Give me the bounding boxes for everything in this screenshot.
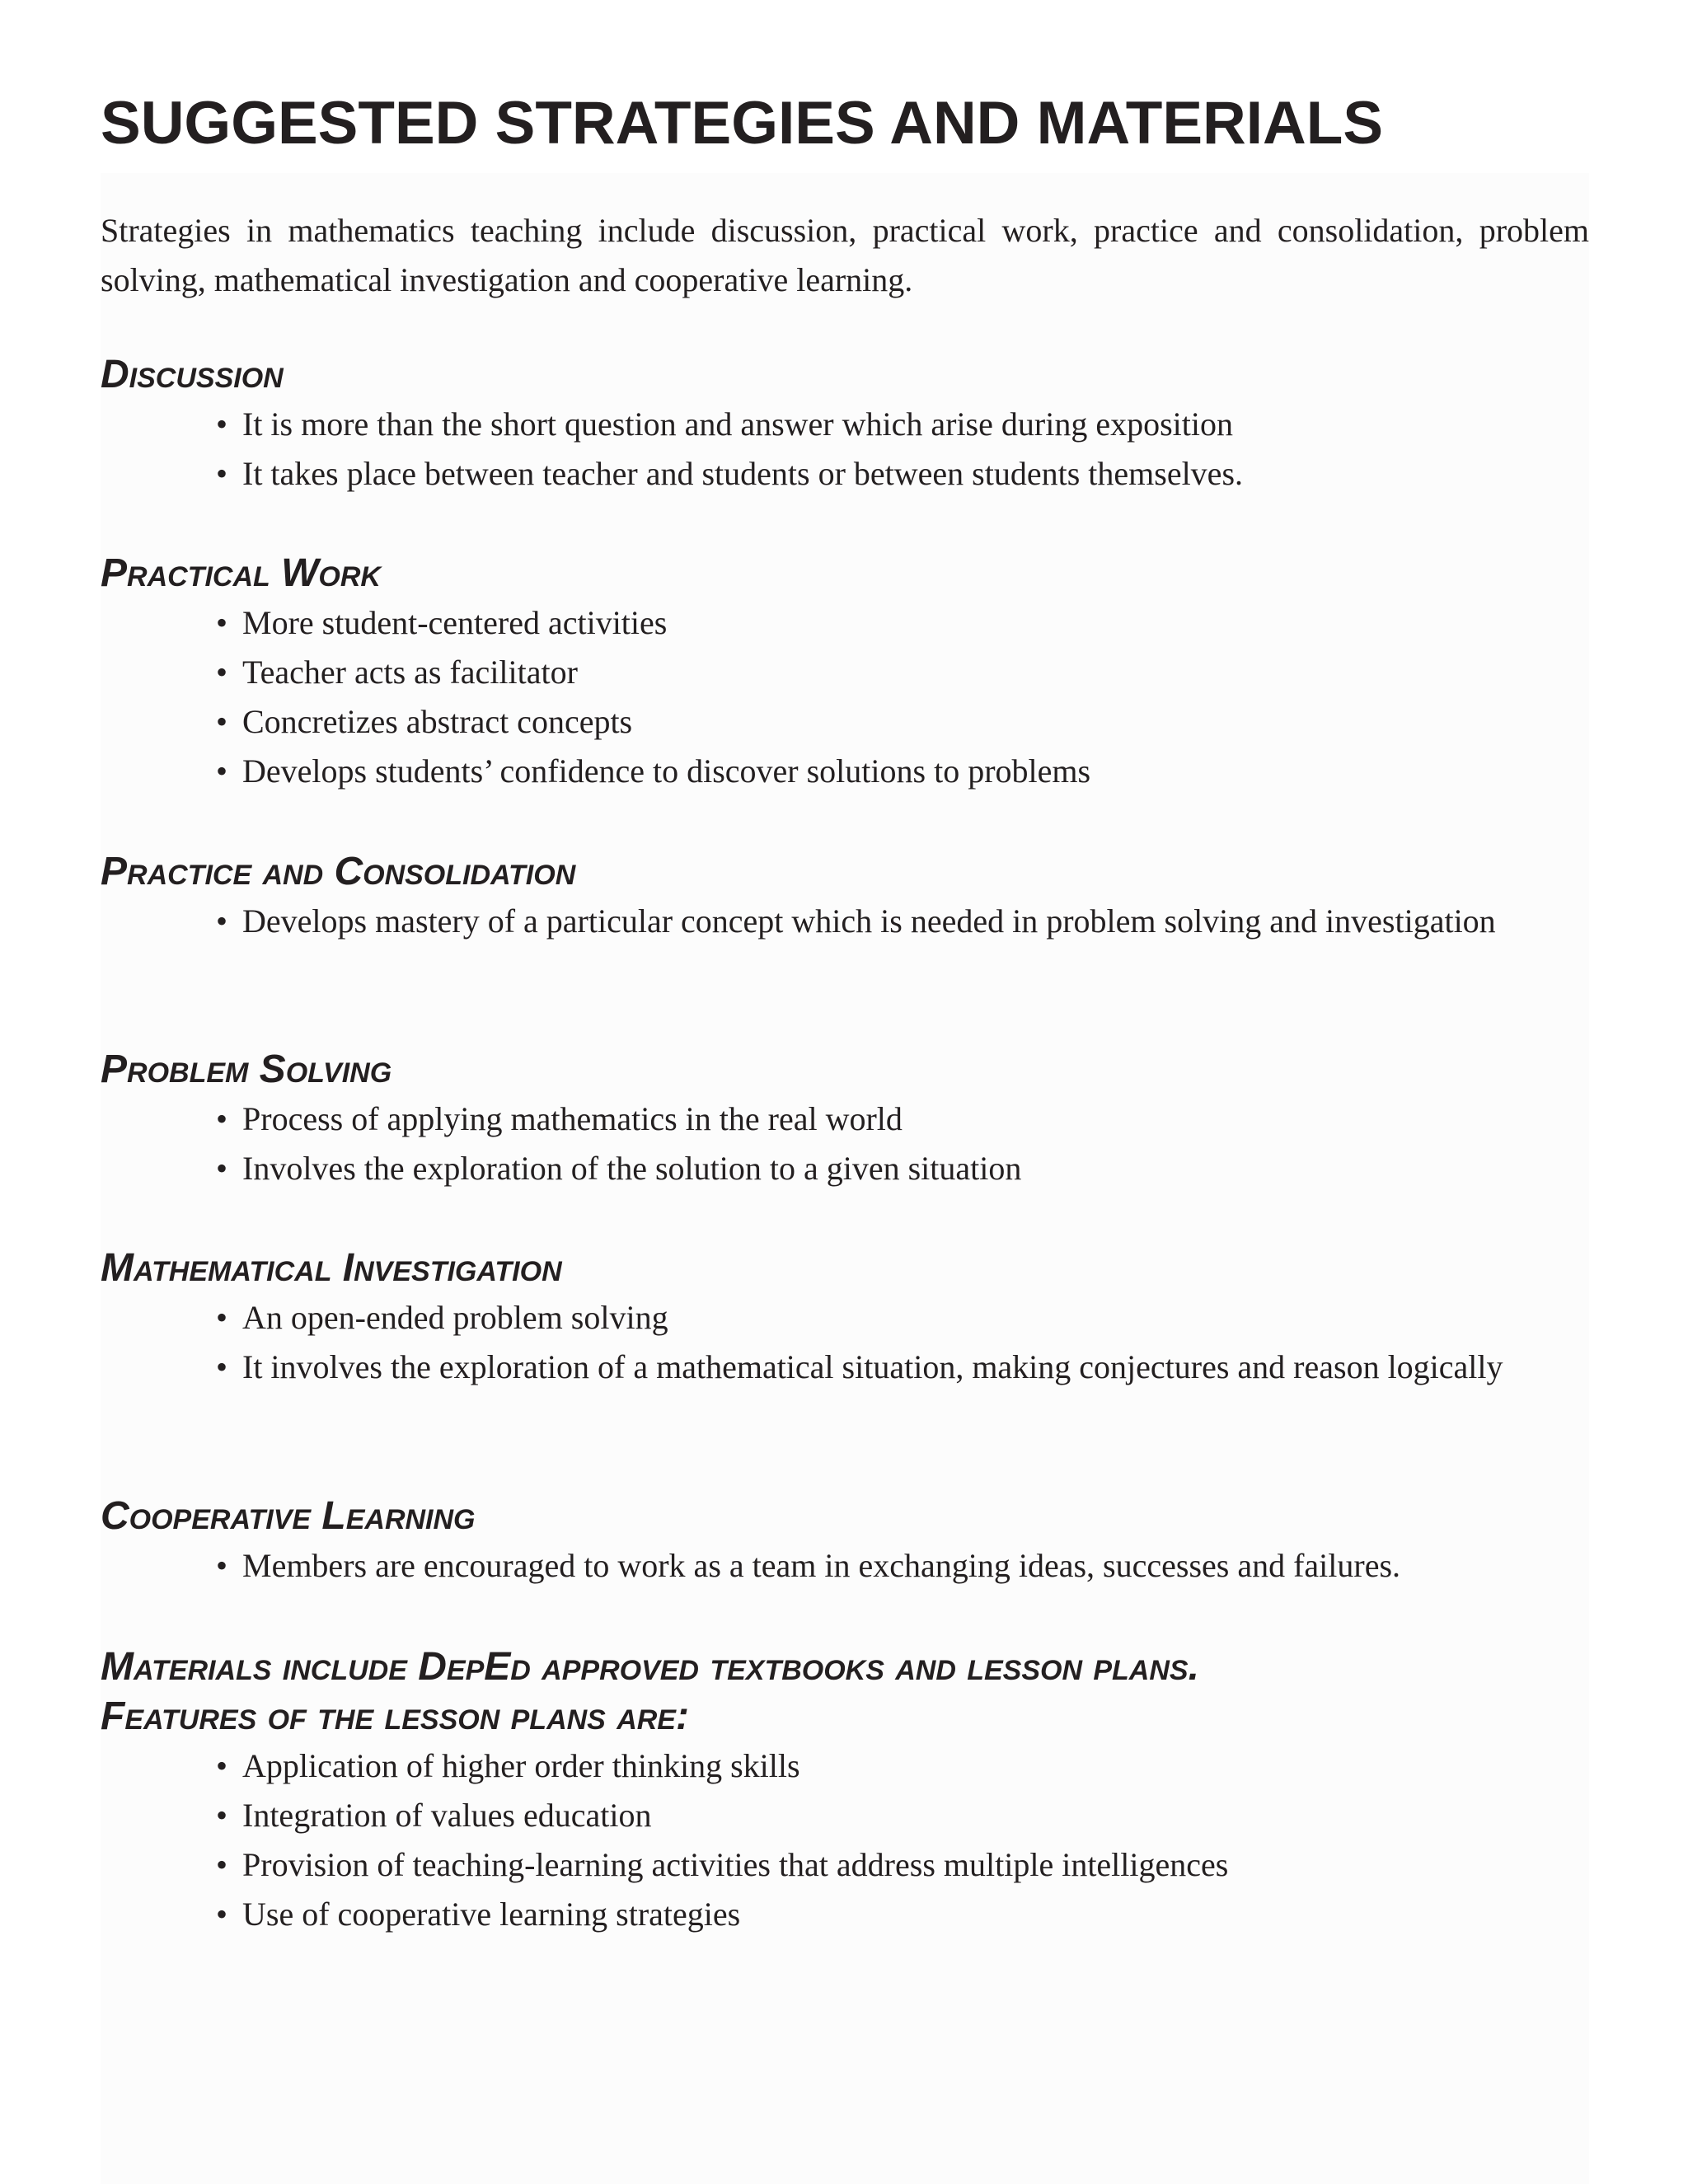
list-item: • Application of higher order thinking skills (216, 1741, 1589, 1791)
bullet-icon: • (216, 1896, 228, 1933)
list-item: • Use of cooperative learning strategies (216, 1890, 1589, 1939)
bullet-icon: • (216, 703, 228, 740)
bullet-icon: • (216, 1348, 228, 1385)
list-item: • It involves the exploration of a mathematical situation, making conjectures and reason logically (216, 1343, 1589, 1392)
bullet-list (101, 897, 1589, 946)
bullet-icon: • (216, 1747, 228, 1784)
list-item: • Teacher acts as facilitator (216, 648, 1589, 697)
section-practical-work (101, 549, 1589, 796)
list-item: • Members are encouraged to work as a team in exchanging ideas, successes and failures. (216, 1541, 1589, 1591)
section-cooperative-learning (101, 1492, 1589, 1591)
section-problem-solving (101, 1045, 1589, 1193)
list-item: • Involves the exploration of the solution to a given situation (216, 1144, 1589, 1193)
bullet-icon: • (216, 405, 228, 443)
list-item: • It takes place between teacher and students or between students themselves. (216, 449, 1589, 499)
list-item: • Integration of values education (216, 1791, 1589, 1840)
bullet-icon: • (216, 654, 228, 691)
bullet-icon: • (216, 455, 228, 492)
list-item: • Process of applying mathematics in the real world (216, 1094, 1589, 1144)
section-mathematical-investigation (101, 1244, 1589, 1392)
bullet-list (101, 1741, 1589, 1939)
bullet-icon: • (216, 1846, 228, 1883)
section-heading: Cooperative Learning (101, 1494, 476, 1538)
bullet-icon: • (216, 1797, 228, 1834)
section-materials (101, 1643, 1589, 1939)
section-heading: Discussion (101, 353, 284, 396)
bullet-icon: • (216, 604, 228, 641)
bullet-icon: • (216, 1299, 228, 1336)
bullet-icon: • (216, 752, 228, 790)
bullet-icon: • (216, 902, 228, 940)
section-heading: Problem Solving (101, 1047, 392, 1091)
section-heading: Practice and Consolidation (101, 850, 576, 893)
bullet-icon: • (216, 1150, 228, 1187)
list-item: • An open-ended problem solving (216, 1293, 1589, 1343)
section-subheading: Features of the lesson plans are: (101, 1694, 689, 1738)
bullet-list (101, 598, 1589, 796)
list-item: • Develops students’ confidence to discover solutions to problems (216, 747, 1589, 796)
section-practice-consolidation (101, 847, 1589, 946)
bullet-list (101, 400, 1589, 499)
bullet-icon: • (216, 1547, 228, 1584)
bullet-list (101, 1293, 1589, 1392)
list-item: • Concretizes abstract concepts (216, 697, 1589, 747)
bullet-icon: • (216, 1100, 228, 1137)
list-item: • Develops mastery of a particular concept which is needed in problem solving and investigation (216, 897, 1589, 946)
bullet-list (101, 1541, 1589, 1591)
section-heading: Materials include DepEd approved textbooks and lesson plans. (101, 1645, 1199, 1689)
list-item: • It is more than the short question and answer which arise during exposition (216, 400, 1589, 449)
section-discussion (101, 350, 1589, 499)
list-item: • Provision of teaching-learning activities that address multiple intelligences (216, 1840, 1589, 1890)
intro-paragraph: Strategies in mathematics teaching include discussion, practical work, practice and consolidation, problem solving, mathematical investigation and cooperative learning. (101, 212, 1589, 298)
page-title: SUGGESTED STRATEGIES AND MATERIALS (101, 90, 1384, 157)
section-heading: Mathematical Investigation (101, 1246, 562, 1290)
bullet-list (101, 1094, 1589, 1193)
list-item: • More student-centered activities (216, 598, 1589, 648)
section-heading: Practical Work (101, 551, 381, 595)
